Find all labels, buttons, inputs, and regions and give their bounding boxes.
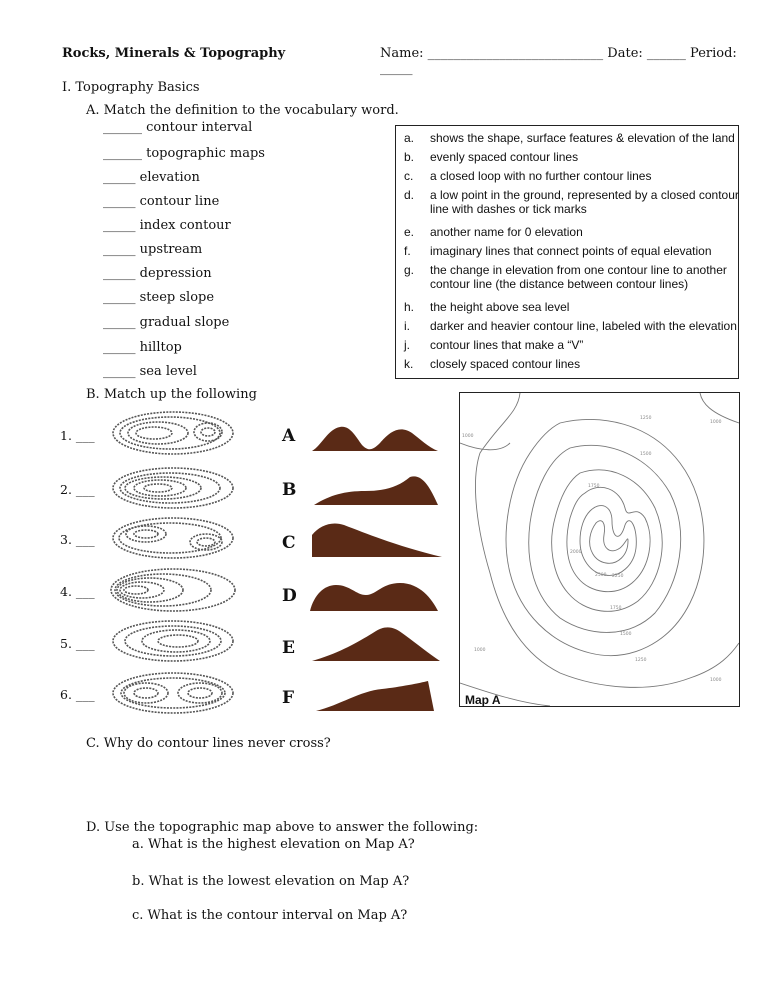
vocab-item[interactable]: ______ contour interval [103, 120, 253, 135]
elevation-label: 1750 [588, 484, 600, 489]
profile-letter-a: A [282, 426, 296, 446]
contour-drawing-3 [113, 518, 233, 558]
part-b-heading: B. Match up the following [86, 387, 257, 402]
contour-drawing-2 [113, 468, 233, 508]
vocab-item[interactable]: _____ depression [103, 266, 212, 281]
profile-letter-d: D [282, 586, 297, 606]
vocab-item[interactable]: _____ index contour [103, 218, 231, 233]
profile-shapes [310, 415, 445, 715]
vocab-item[interactable]: _____ sea level [103, 364, 197, 379]
part-d-question-c: c. What is the contour interval on Map A? [132, 908, 408, 923]
elevation-label: 2500 [595, 573, 607, 578]
elevation-label: 2250 [612, 574, 624, 579]
part-a-heading: A. Match the definition to the vocabulary word. [86, 103, 399, 118]
match-number-4[interactable]: 4. ___ [60, 584, 95, 599]
elevation-label: 1000 [462, 434, 474, 439]
profile-shape-b [314, 476, 438, 505]
definitions-box: a. shows the shape, surface features & elevation of the land b. evenly spaced contour lines c. a closed loop with no further contour lines d. a low point in the ground, represented by a closed contour line with dashes or tick marks e. another name for 0 elevation f. imaginary lines that connect points of equal elevation g. the change in elevation from one contour line to another contour line (the distance between contour lines) h. the height above sea level i. darker and heavier contour line, labeled with the elevation j. contour lines that make a “V” k. closely spaced contour lines [395, 125, 739, 379]
vocab-item[interactable]: _____ contour line [103, 194, 220, 209]
part-d-question-a: a. What is the highest elevation on Map A? [132, 837, 415, 852]
contour-drawings [108, 408, 258, 718]
elevation-label: 1250 [635, 658, 647, 663]
contour-drawing-6 [113, 673, 233, 713]
vocab-item[interactable]: _____ elevation [103, 170, 200, 185]
contour-drawing-5 [113, 621, 233, 661]
vocab-item[interactable]: _____ upstream [103, 242, 203, 257]
profile-shape-f [316, 681, 434, 711]
elevation-label: 1000 [710, 678, 722, 683]
elevation-label: 1500 [620, 632, 632, 637]
section-heading: I. Topography Basics [62, 80, 200, 95]
topographic-map [460, 393, 739, 706]
elevation-label: 1500 [640, 452, 652, 457]
name-date-period-fields[interactable]: Name: ___________________________ Date: ______ Period: _____ [380, 46, 737, 76]
part-c-question: C. Why do contour lines never cross? [86, 736, 331, 751]
profile-letter-f: F [282, 688, 295, 708]
match-number-3[interactable]: 3. ___ [60, 532, 95, 547]
elevation-label: 1000 [474, 648, 486, 653]
elevation-label: 1000 [710, 420, 722, 425]
contour-drawing-4 [111, 569, 235, 611]
part-d-question-b: b. What is the lowest elevation on Map A? [132, 874, 410, 889]
profile-letter-b: B [282, 480, 297, 500]
part-d-heading: D. Use the topographic map above to answer the following: [86, 820, 479, 835]
elevation-label: 2000 [570, 550, 582, 555]
vocab-item[interactable]: _____ gradual slope [103, 315, 230, 330]
profile-shape-d [310, 583, 438, 611]
elevation-label: 1250 [640, 416, 652, 421]
vocab-item[interactable]: _____ steep slope [103, 290, 215, 305]
profile-letter-c: C [282, 533, 296, 553]
match-number-2[interactable]: 2. ___ [60, 482, 95, 497]
match-number-1[interactable]: 1. ___ [60, 428, 95, 443]
contour-drawing-1 [113, 412, 233, 454]
profile-shape-e [312, 627, 440, 661]
match-number-5[interactable]: 5. ___ [60, 636, 95, 651]
profile-shape-a [312, 427, 438, 451]
match-number-6[interactable]: 6. ___ [60, 687, 95, 702]
worksheet-title: Rocks, Minerals & Topography [62, 46, 286, 61]
map-a-label: Map A [465, 693, 501, 707]
map-a-frame [459, 392, 740, 707]
profile-shape-c [312, 523, 442, 557]
vocab-item[interactable]: _____ hilltop [103, 340, 182, 355]
profile-letter-e: E [282, 638, 295, 658]
vocab-item[interactable]: ______ topographic maps [103, 146, 265, 161]
elevation-label: 1750 [610, 606, 622, 611]
